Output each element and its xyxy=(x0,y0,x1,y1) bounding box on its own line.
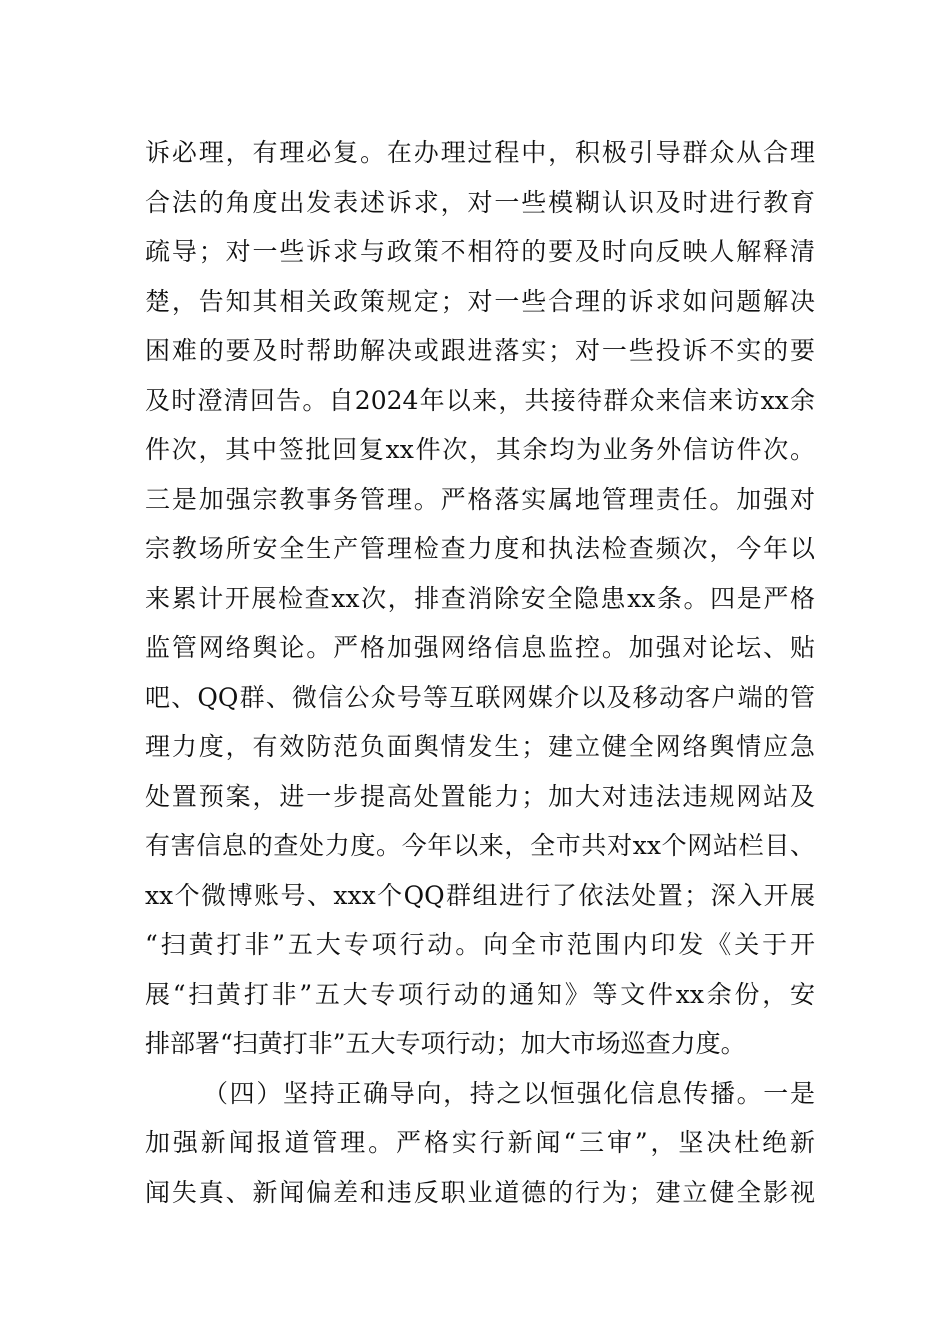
text-line: 合法的角度出发表述诉求，对一些模糊认识及时进行教育 xyxy=(145,187,815,217)
text-line: 加强新闻报道管理。严格实行新闻“三审”，坚决杜绝新 xyxy=(145,1128,815,1157)
text-line: 困难的要及时帮助解决或跟进落实；对一些投诉不实的要 xyxy=(145,336,815,365)
text-line: 三是加强宗教事务管理。严格落实属地管理责任。加强对 xyxy=(145,484,815,514)
text-line: 理力度，有效防范负面舆情发生；建立健全网络舆情应急 xyxy=(145,732,815,761)
text-line: 监管网络舆论。严格加强网络信息监控。加强对论坛、贴 xyxy=(145,633,815,662)
text-line: 及时澄清回告。自2024年以来，共接待群众来信来访xx余 xyxy=(145,385,815,415)
text-line: 有害信息的查处力度。今年以来，全市共对xx个网站栏目、 xyxy=(145,831,815,860)
text-line: 展“扫黄打非”五大专项行动的通知》等文件xx余份，安 xyxy=(145,979,815,1009)
text-line: 宗教场所安全生产管理检查力度和执法检查频次，今年以 xyxy=(145,534,815,563)
body-text xyxy=(145,128,815,1217)
text-line: “扫黄打非”五大专项行动。向全市范围内印发《关于开 xyxy=(145,930,815,959)
text-line: 诉必理，有理必复。在办理过程中，积极引导群众从合理 xyxy=(145,138,815,167)
text-line: 排部署“扫黄打非”五大专项行动；加大市场巡查力度。 xyxy=(145,1029,746,1058)
text-line: 件次，其中签批回复xx件次，其余均为业务外信访件次。 xyxy=(145,435,815,464)
text-line: 吧、QQ群、微信公众号等互联网媒介以及移动客户端的管 xyxy=(145,682,815,712)
text-line: 来累计开展检查xx次，排查消除安全隐患xx条。四是严格 xyxy=(145,583,815,613)
text-line: 疏导；对一些诉求与政策不相符的要及时向反映人解释清 xyxy=(145,237,815,266)
text-line: xx个微博账号、xxx个QQ群组进行了依法处置；深入开展 xyxy=(145,880,815,910)
section-heading-line: （四）坚持正确导向，持之以恒强化信息传播。一是 xyxy=(203,1078,815,1108)
text-line: 闻失真、新闻偏差和违反职业道德的行为；建立健全影视 xyxy=(145,1177,815,1207)
text-line: 处置预案，进一步提高处置能力；加大对违法违规网站及 xyxy=(145,781,815,811)
text-line: 楚，告知其相关政策规定；对一些合理的诉求如问题解决 xyxy=(145,286,815,316)
